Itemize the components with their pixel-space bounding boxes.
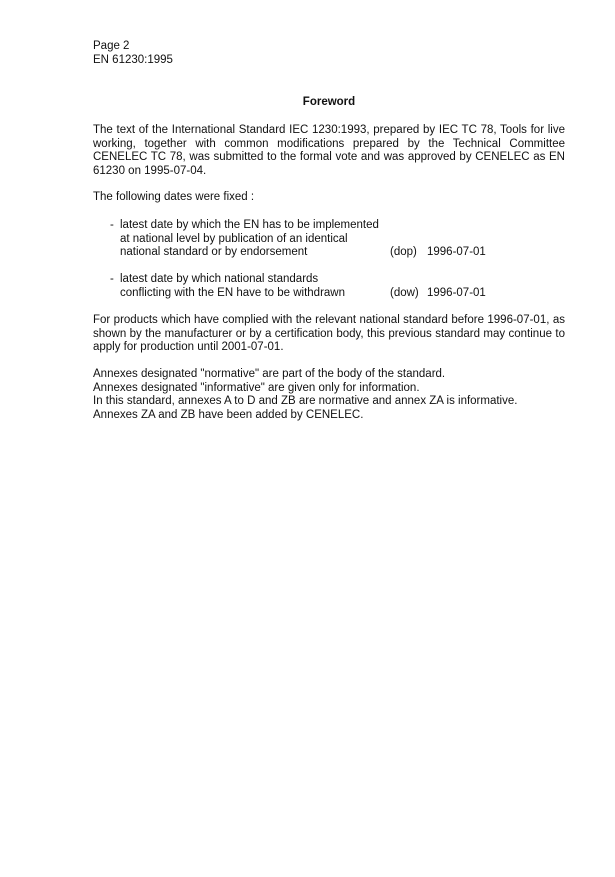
document-id: EN 61230:1995: [93, 53, 173, 66]
list-dash: -: [110, 219, 114, 231]
date-item-text: conflicting with the EN have to be withdrawn: [120, 286, 346, 299]
list-dash: -: [110, 273, 114, 285]
annex-line: Annexes ZA and ZB have been added by CENELEC.: [93, 408, 364, 421]
date-code: (dop): [390, 246, 417, 258]
date-item-line: at national level by publication of an identical: [120, 232, 348, 245]
annexes-block: [93, 368, 573, 422]
intro-paragraph: The text of the International Standard IEC 1230:1993, prepared by IEC TC 78, Tools for live working, together with common modifications prepared by the Technical Committee CENELEC TC 78, was submitted to the formal vote and was approved by CENELEC as EN 61230 on 1995-07-04.: [93, 124, 565, 177]
page-header: [93, 40, 173, 67]
dates-intro-paragraph: The following dates were fixed :: [93, 191, 255, 203]
products-paragraph: For products which have complied with the relevant national standard before 1996-07-01, as shown by the manufacturer or by a certification body, this previous standard may continue to apply for production until 2001-07-01.: [93, 314, 565, 353]
date-value: 1996-07-01: [427, 286, 486, 299]
date-item-line-last: [120, 246, 510, 260]
date-item-dow: [110, 273, 510, 300]
date-item-line: latest date by which the EN has to be implemented: [120, 219, 379, 231]
date-code: (dow): [390, 286, 419, 299]
date-item-line-last: [120, 287, 510, 301]
date-value: 1996-07-01: [427, 246, 486, 258]
date-item-dop: [110, 219, 510, 260]
date-item-text: national standard or by endorsement: [120, 246, 308, 258]
annex-line: In this standard, annexes A to D and ZB are normative and annex ZA is informative.: [93, 395, 518, 407]
annex-line: Annexes designated "normative" are part of the body of the standard.: [93, 368, 446, 380]
page-number: Page 2: [93, 40, 130, 52]
date-item-line: latest date by which national standards: [120, 273, 319, 285]
annex-line: Annexes designated "informative" are given only for information.: [93, 381, 420, 394]
section-title: Foreword: [302, 96, 356, 108]
